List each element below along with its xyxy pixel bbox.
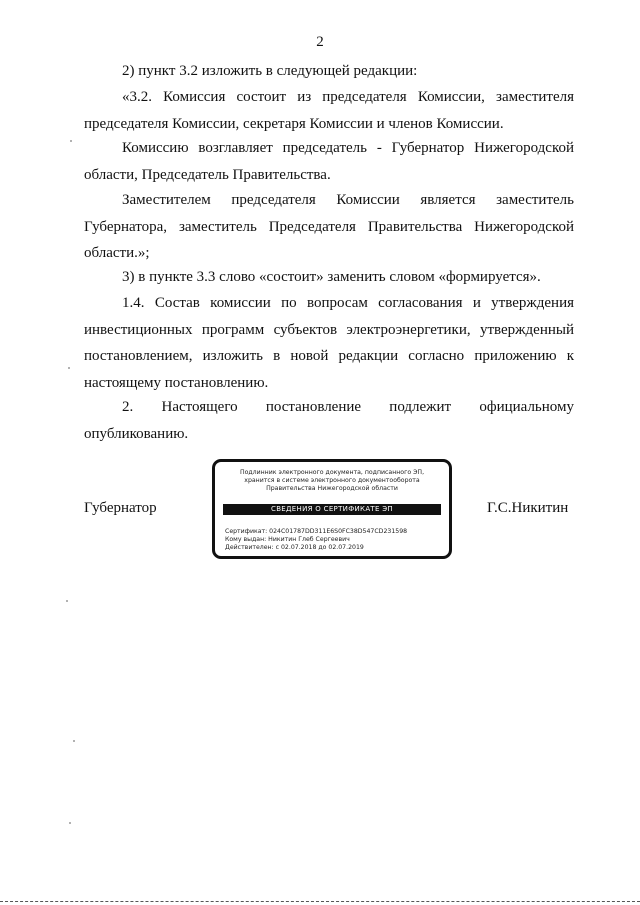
paragraph-publication: 2. Настоящего постановление подлежит официальному опубликованию.: [84, 399, 574, 442]
scan-speck: [73, 740, 75, 742]
scan-speck: [66, 600, 68, 602]
paragraph-1-4: 1.4. Состав комиссии по вопросам согласования и утверждения инвестиционных программ субъектов электроэнергетики, утвержденный постановлением, изложить в новой редакции согласно приложению к настоящему постановлению.: [84, 295, 574, 391]
stamp-certificate-bar: СВЕДЕНИЯ О СЕРТИФИКАТЕ ЭП: [223, 504, 441, 515]
paragraph-item-2: 2) пункт 3.2 изложить в следующей редакции:: [122, 63, 418, 79]
scan-speck: [70, 140, 72, 142]
stamp-header-line-1: Подлинник электронного документа, подписанного ЭП,: [239, 469, 425, 476]
paragraph-quote-3-2: «3.2. Комиссия состоит из председателя Комиссии, заместителя председателя Комиссии, секретаря Комиссии и членов Комиссии.: [84, 89, 574, 132]
stamp-certificate-number: Сертификат: 024C01787DD311E6S0FC38D547CD231598: [225, 528, 408, 535]
electronic-signature-stamp: [212, 459, 452, 559]
paragraph-chairman: Комиссию возглавляет председатель - Губернатор Нижегородской области, Председатель Правительства.: [84, 140, 574, 183]
paragraph-deputy: Заместителем председателя Комиссии является заместитель Губернатора, заместитель Председателя Правительства Нижегородской области.»;: [84, 192, 574, 261]
scan-speck: [69, 822, 71, 824]
signature-name: Г.С.Никитин: [487, 500, 569, 516]
page-number: 2: [316, 34, 324, 50]
stamp-issued-to: Кому выдан: Никитин Глеб Сергеевич: [225, 536, 350, 543]
scan-speck: [68, 367, 70, 369]
signature-title: Губернатор: [84, 500, 157, 516]
stamp-header-line-2: хранится в системе электронного документооборота: [244, 477, 420, 484]
scan-edge-line: [0, 901, 640, 902]
paragraph-item-3: 3) в пункте 3.3 слово «состоит» заменить словом «формируется».: [122, 269, 541, 285]
stamp-header-line-3: Правительства Нижегородской области: [266, 485, 398, 492]
stamp-validity: Действителен: с 02.07.2018 до 02.07.2019: [225, 544, 364, 551]
